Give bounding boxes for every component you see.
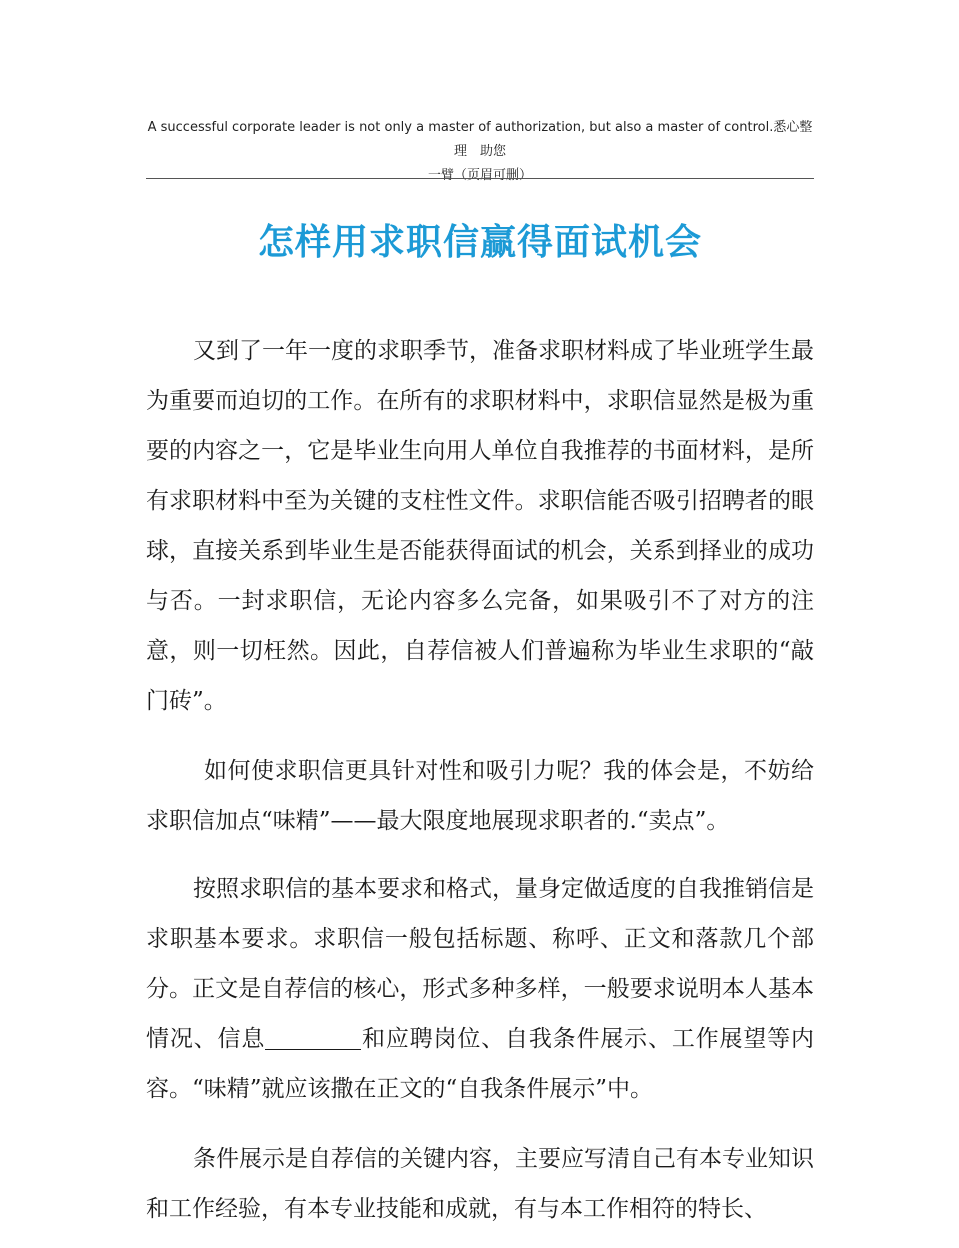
header-line-2: 一臂（页眉可删）: [427, 168, 532, 183]
paragraph-3-part-2: 和应聘岗位、自我条件展示、工作展望等内容。“味精”就应该撒在正文的“自我条件展示”中。: [146, 1026, 815, 1102]
paragraph-4: 条件展示是自荐信的关键内容，主要应写清自己有本专业知识和工作经验，有本专业技能和成就，有与本工作相符的特长、: [146, 1146, 814, 1222]
paragraph-1: 又到了一年一度的求职季节，准备求职材料成了毕业班学生最为重要而迫切的工作。在所有的求职材料中，求职信显然是极为重要的内容之一，它是毕业生向用人单位自我推荐的书面材料，是所有求职材料中至为关键的支柱性文件。求职信能否吸引招聘者的眼球，直接关系到毕业生是否能获得面试的机会，关系到择业的成功与否。一封求职信，无论内容多么完备，如果吸引不了对方的注意，则一切枉然。因此，自荐信被人们普遍称为毕业生求职的“敲门砖”。: [146, 338, 814, 714]
header-line-1: A successful corporate leader is not only a master of authorization, but also a master of control.悉心整理 助您: [147, 120, 813, 159]
paragraph-2: 如何使求职信更具针对性和吸引力呢？我的体会是，不妨给求职信加点“味精”——最大限度地展现求职者的.“卖点”。: [146, 758, 814, 834]
paragraph-3: [146, 864, 814, 1114]
fill-in-blank: [265, 1026, 361, 1050]
paragraph-3-part-1: 按照求职信的基本要求和格式，量身定做适度的自我推销信是求职基本要求。求职信一般包括标题、称呼、正文和落款几个部分。正文是自荐信的核心，形式多种多样，一般要求说明本人基本情况、信息: [146, 876, 814, 1052]
document-title: 怎样用求职信赢得面试机会: [257, 221, 702, 263]
header-divider: [146, 178, 814, 179]
